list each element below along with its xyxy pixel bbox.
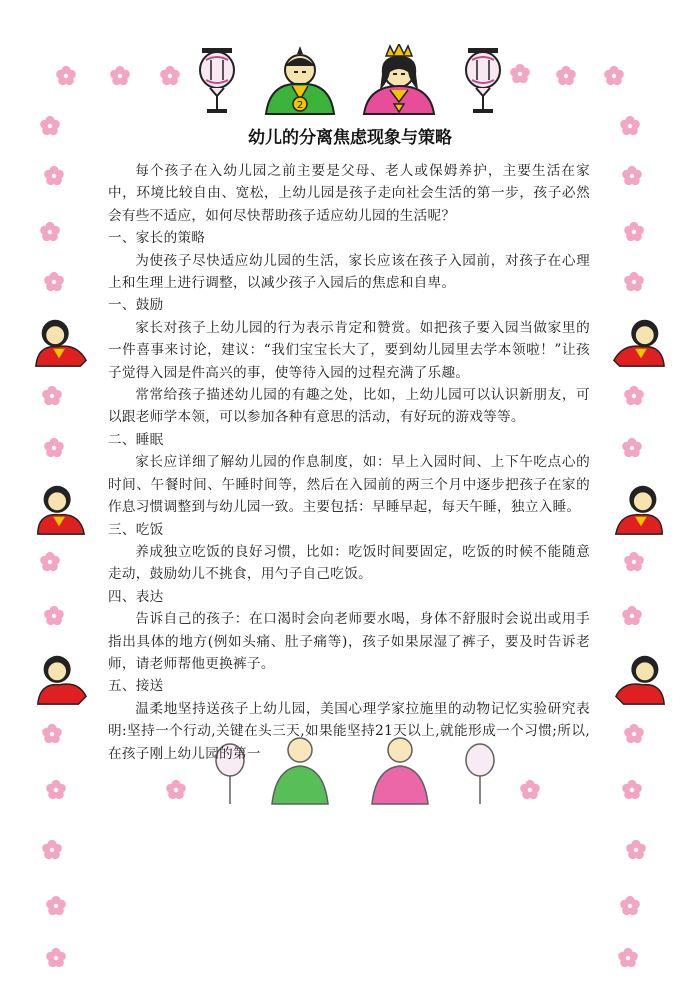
sakura-blossom-icon (519, 779, 541, 801)
sakura-blossom-icon (43, 165, 65, 187)
body-paragraph: 养成独立吃饭的良好习惯，比如：吃饭时间要固定，吃饭的时候不能随意走动，鼓励幼儿不挑食，用勺子自己吃饭。 (108, 543, 590, 583)
document-title: 幼儿的分离焦虑现象与策略 (248, 128, 452, 148)
sakura-blossom-icon (621, 165, 643, 187)
sakura-blossom-icon (623, 271, 645, 293)
sakura-blossom-icon (617, 947, 639, 969)
sakura-blossom-icon (41, 723, 63, 745)
sakura-blossom-icon (619, 895, 641, 917)
sakura-blossom-icon (623, 551, 645, 573)
lantern-icon (462, 46, 504, 116)
hina-doll-icon (32, 480, 90, 538)
body-paragraph: 为使孩子尽快适应幼儿园的生活，家长应该在孩子入园前，对孩子在心理上和生理上进行调整，以减少孩子入园后的焦虑和自卑。 (108, 252, 590, 292)
sakura-blossom-icon (109, 65, 131, 87)
sakura-blossom-icon (159, 65, 181, 87)
sakura-blossom-icon (509, 63, 531, 85)
emperor-doll-icon (262, 44, 338, 116)
document-body (108, 160, 590, 765)
section-heading: 二、睡眠 (108, 431, 164, 448)
hina-doll-icon (610, 480, 668, 538)
lantern-icon (196, 46, 238, 116)
section-heading: 五、接送 (108, 678, 164, 695)
body-paragraph: 每个孩子在入幼儿园之前主要是父母、老人或保姆养护，主要生活在家中，环境比较自由、宽松，上幼儿园是孩子走向社会生活的第一步，孩子必然会有些不适应，如何尽快帮助孩子适应幼儿园的生活呢？ (108, 163, 590, 224)
sakura-blossom-icon (39, 551, 61, 573)
section-heading: 一、家长的策略 (108, 230, 206, 247)
sakura-blossom-icon (45, 895, 67, 917)
sakura-blossom-icon (43, 271, 65, 293)
sakura-blossom-icon (165, 779, 187, 801)
sakura-blossom-icon (603, 65, 625, 87)
sakura-blossom-icon (625, 839, 647, 861)
sakura-blossom-icon (45, 947, 67, 969)
sakura-blossom-icon (621, 437, 643, 459)
sakura-blossom-icon (41, 839, 63, 861)
body-paragraph: 告诉自己的孩子：在口渴时会向老师要水喝，身体不舒服时会说出或用手指出具体的地方(例如头痛、肚子痛等)，孩子如果尿湿了裤子，要及时告诉老师，请老师帮他更换裤子。 (108, 611, 590, 672)
svg-text:2: 2 (296, 100, 304, 111)
sakura-blossom-icon (621, 605, 643, 627)
sakura-blossom-icon (43, 605, 65, 627)
hina-doll-icon (32, 650, 90, 708)
body-paragraph: 常常给孩子描述幼儿园的有趣之处，比如，上幼儿园可以认识新朋友，可以跟老师学本领，可以参加各种有意思的活动，有好玩的游戏等等。 (108, 387, 590, 426)
hina-doll-icon (32, 312, 90, 370)
section-heading: 四、表达 (108, 588, 164, 605)
hina-doll-icon (612, 650, 670, 708)
sakura-blossom-icon (43, 437, 65, 459)
sakura-blossom-icon (55, 65, 77, 87)
sakura-blossom-icon (41, 385, 63, 407)
sakura-blossom-icon (45, 779, 67, 801)
section-heading: 一、鼓励 (108, 297, 164, 314)
body-paragraph: 家长应详细了解幼儿园的作息制度，如：早上入园时间、上下午吃点心的时间、午餐时间、午睡时间等，然后在入园前的两三个月中逐步把孩子在家的作息习惯调整到与幼儿园一致。主要包括：早睡早起，每天午睡，独立入睡。 (108, 454, 590, 516)
section-heading: 三、吃饭 (108, 521, 164, 538)
body-paragraph: 家长对孩子上幼儿园的行为表示肯定和赞赏。如把孩子要入园当做家里的一件喜事来讨论，建议：“我们宝宝长大了，要到幼儿园里去学本领啦！”让孩子觉得入园是件高兴的事，使等待入园的过程充满了乐趣。 (108, 319, 590, 381)
empress-doll-icon (360, 44, 438, 116)
sakura-blossom-icon (555, 65, 577, 87)
sakura-blossom-icon (39, 221, 61, 243)
sakura-blossom-icon (621, 779, 643, 801)
hina-doll-icon (610, 312, 668, 370)
sakura-blossom-icon (623, 723, 645, 745)
sakura-blossom-icon (623, 221, 645, 243)
sakura-blossom-icon (623, 385, 645, 407)
body-paragraph: 温柔地坚持送孩子上幼儿园，美国心理学家拉施里的动物记忆实验研究表明:坚持一个行动,关键在头三天,如果能坚持21天以上,就能形成一个习惯;所以,在孩子刚上幼儿园的第一 (108, 700, 590, 762)
